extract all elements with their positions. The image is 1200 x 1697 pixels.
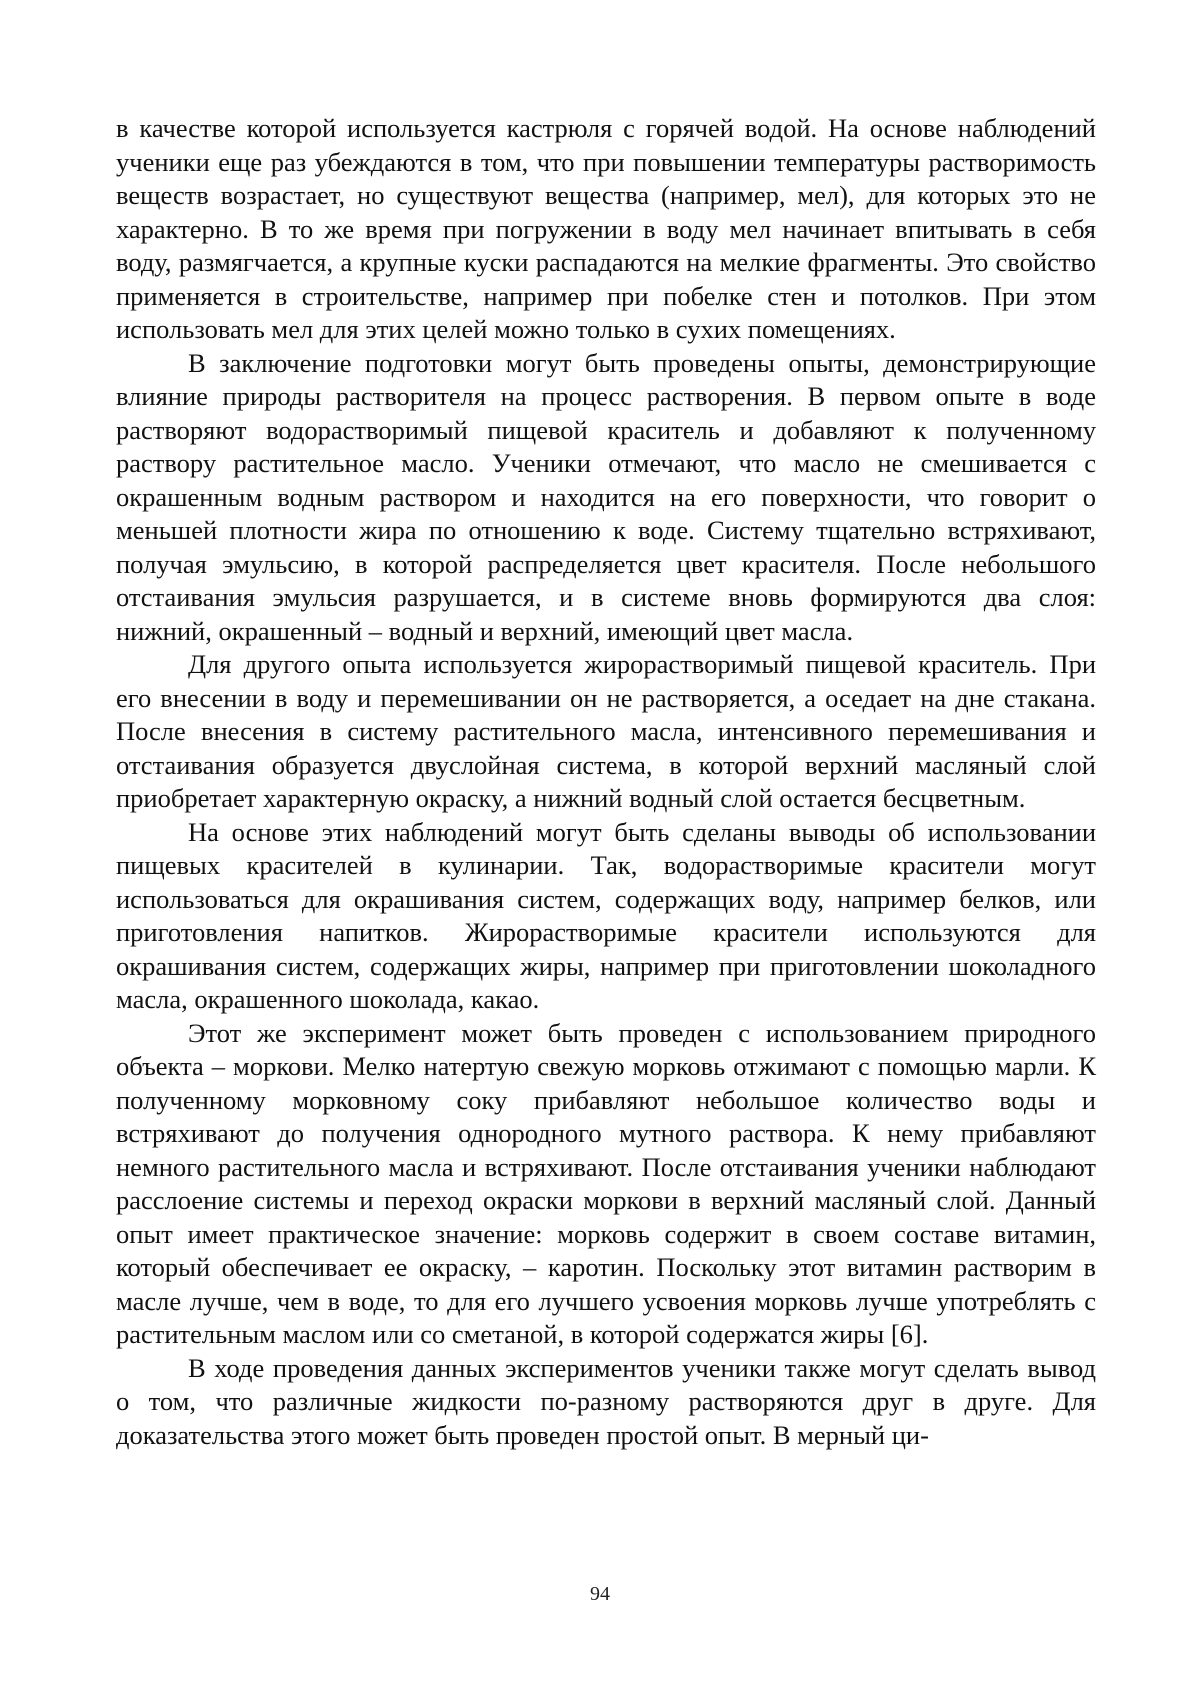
paragraph-4: На основе этих наблюдений могут быть сделаны выводы об использовании пищевых красителей в кулинарии. Так, водорастворимые красители могут использоваться для окрашивания систем, содержащих воду, например белков, или приготовления напитков. Жирорастворимые красители используются для окрашивания систем, содержащих жиры, например при приготовлении шоколадного масла, окрашенного шоколада, какао. xyxy=(116,816,1096,1014)
paragraph-5: Этот же эксперимент может быть проведен с использованием природного объекта – моркови. Мелко натертую свежую морковь отжимают с помощью марли. К полученному морковному соку прибавляют небольшое количество воды и встряхивают до получения однородного мутного раствора. К нему прибавляют немного растительного масла и встряхивают. После отстаивания ученики наблюдают расслоение системы и переход окраски моркови в верхний масляный слой. Данный опыт имеет практическое значение: морковь содержит в своем составе витамин, который обеспечивает ее окраску, – каротин. Поскольку этот витамин растворим в масле лучше, чем в воде, то для его лучшего усвоения морковь лучше употреблять с растительным маслом или со сметаной, в которой содержатся жиры [6]. xyxy=(116,1017,1096,1349)
paragraph-6: В ходе проведения данных экспериментов ученики также могут сделать вывод о том, что различные жидкости по-разному растворяются друг в друге. Для доказательства этого может быть проведен простой опыт. В мерный ци- xyxy=(116,1352,1096,1450)
body-text xyxy=(116,112,1096,1452)
paragraph-2: В заключение подготовки могут быть проведены опыты, демонстрирующие влияние природы растворителя на процесс растворения. В первом опыте в воде растворяют водорастворимый пищевой краситель и добавляют к полученному раствору растительное масло. Ученики отмечают, что масло не смешивается с окрашенным водным раствором и находится на его поверхности, что говорит о меньшей плотности жира по отношению к воде. Систему тщательно встряхивают, получая эмульсию, в которой распределяется цвет красителя. После небольшого отстаивания эмульсия разрушается, и в системе вновь формируются два слоя: нижний, окрашенный – водный и верхний, имеющий цвет масла. xyxy=(116,347,1096,646)
paragraph-1: в качестве которой используется кастрюля с горячей водой. На основе наблюдений ученики еще раз убеждаются в том, что при повышении температуры растворимость веществ возрастает, но существуют вещества (например, мел), для которых это не характерно. В то же время при погружении в воду мел начинает впитывать в себя воду, размягчается, а крупные куски распадаются на мелкие фрагменты. Это свойство применяется в строительстве, например при побелке стен и потолков. При этом использовать мел для этих целей можно только в сухих помещениях. xyxy=(116,113,1096,344)
paragraph-3: Для другого опыта используется жирорастворимый пищевой краситель. При его внесении в воду и перемешивании он не растворяется, а оседает на дне стакана. После внесения в систему растительного масла, интенсивного перемешивания и отстаивания образуется двуслойная система, в которой верхний масляный слой приобретает характерную окраску, а нижний водный слой остается бесцветным. xyxy=(116,649,1096,813)
page-number: 94 xyxy=(590,1583,610,1605)
